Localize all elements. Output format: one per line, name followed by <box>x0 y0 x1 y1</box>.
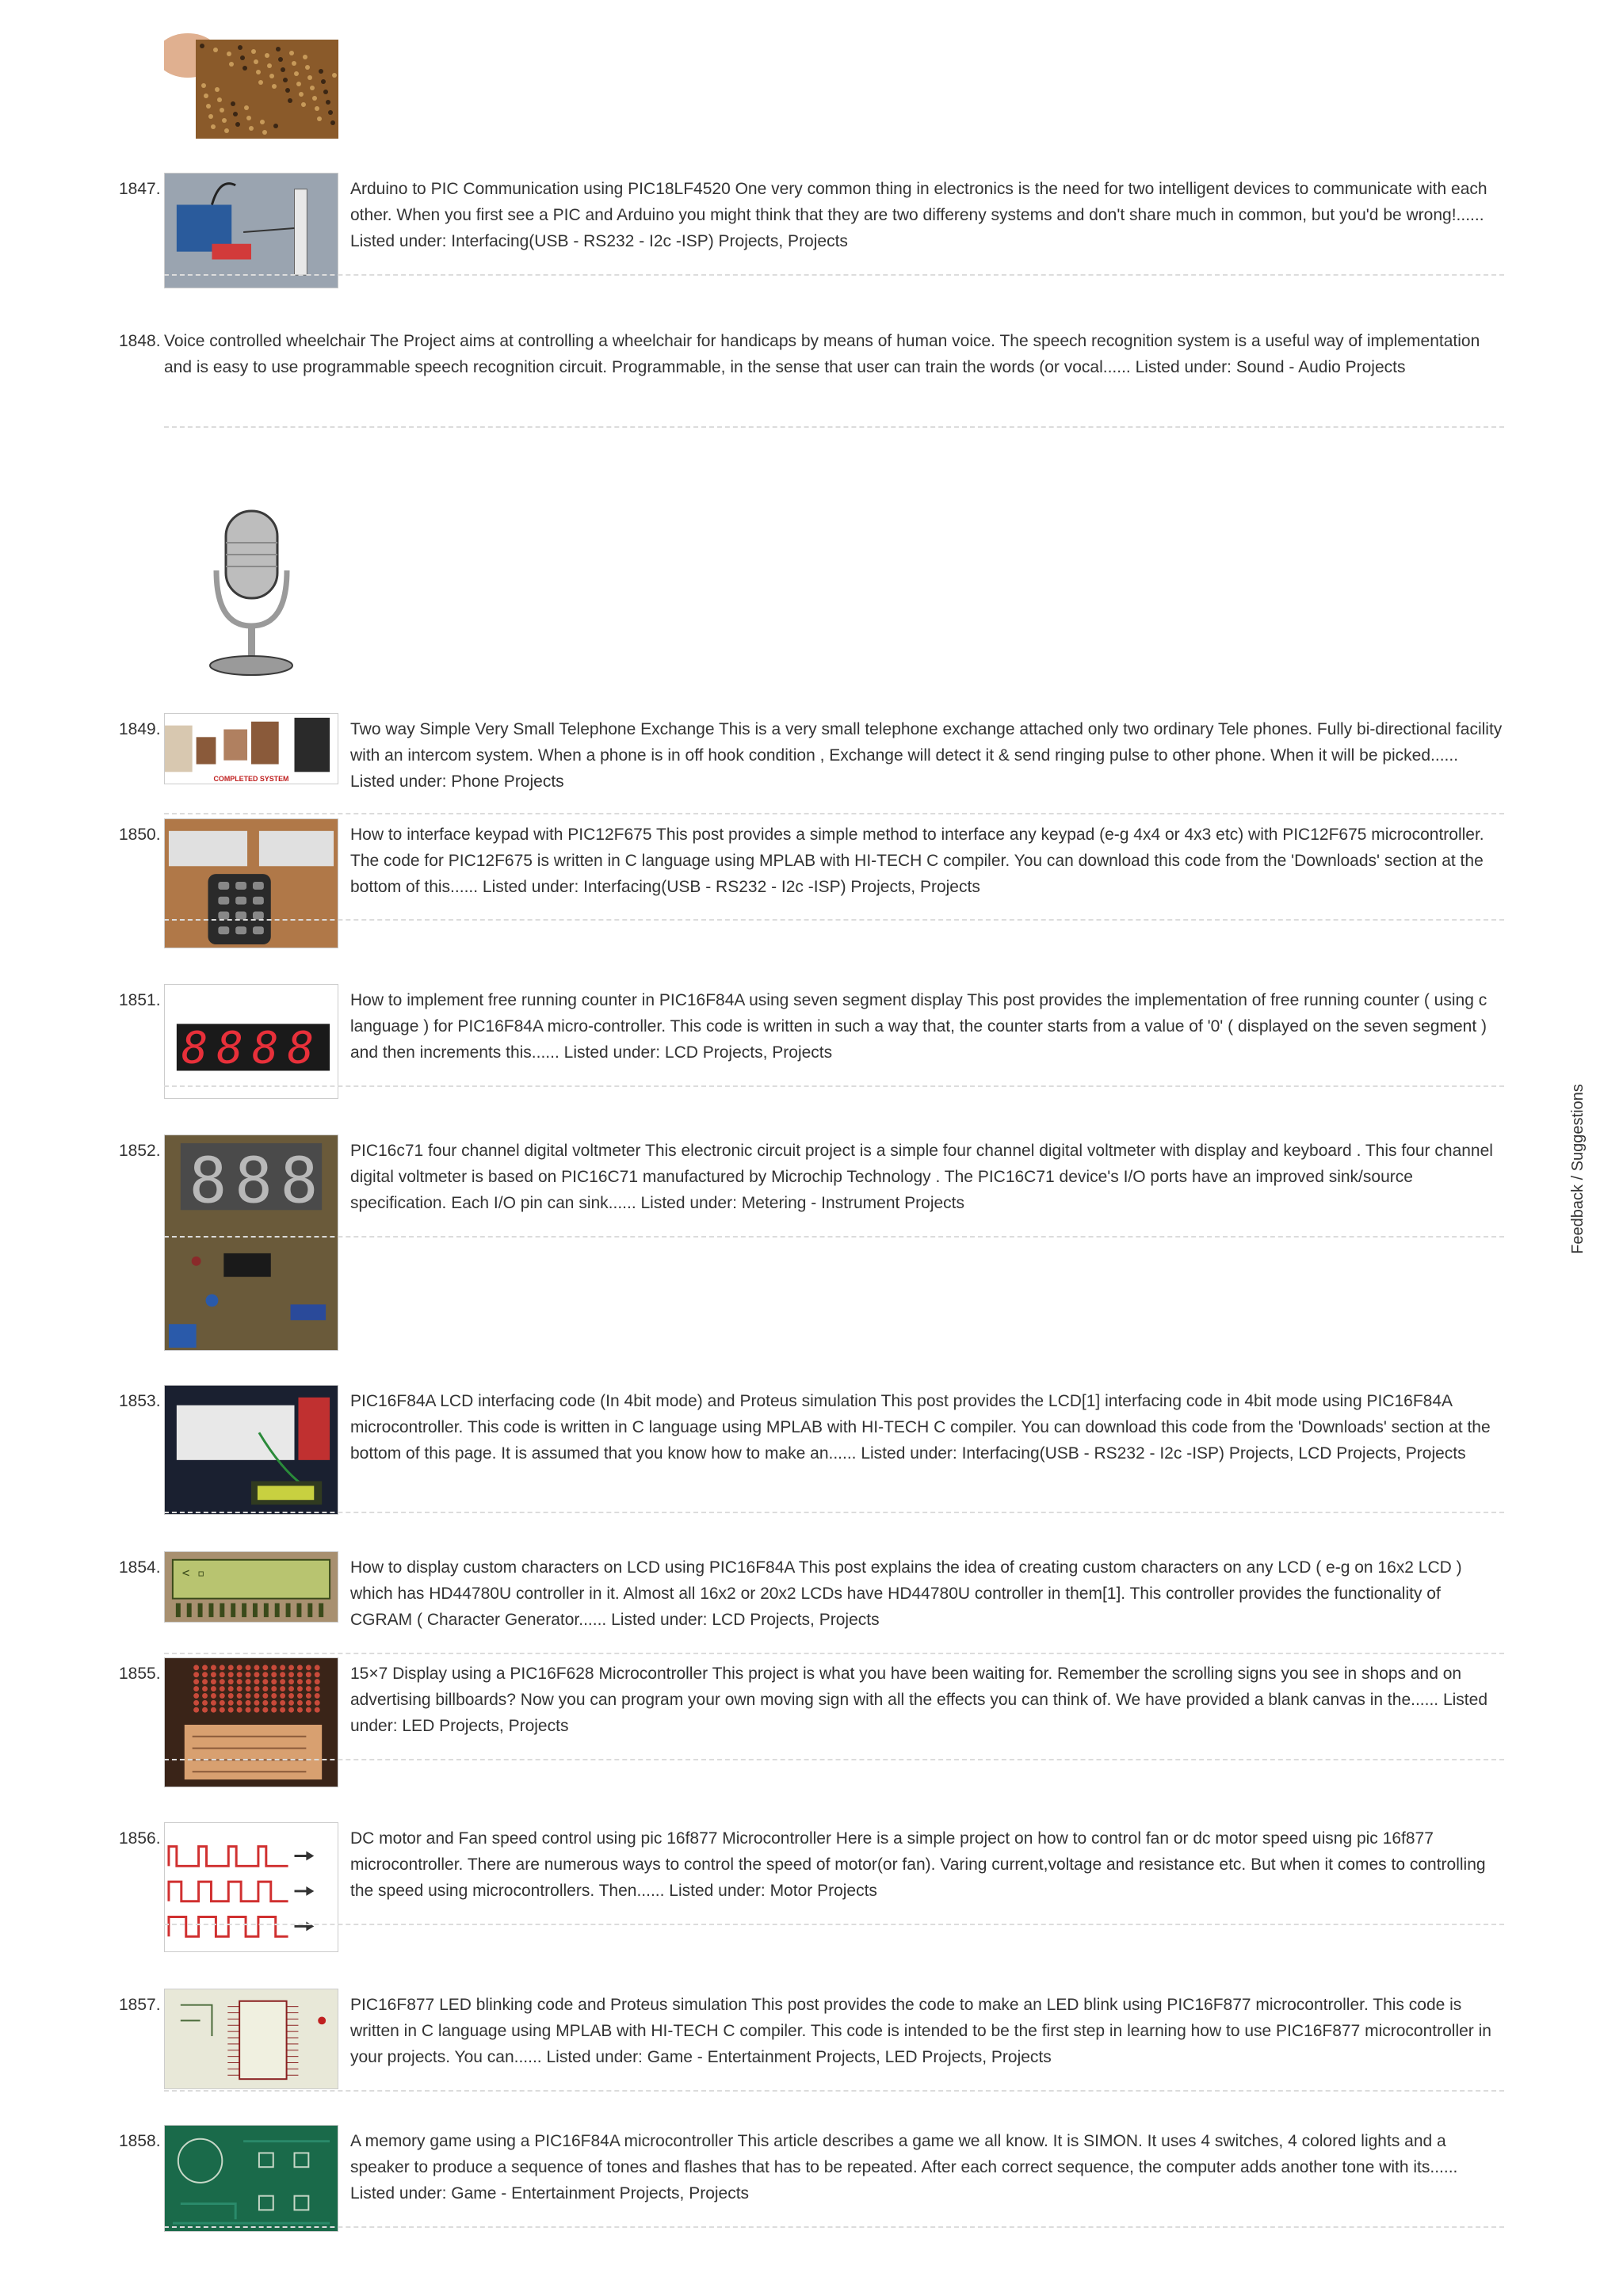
item-separator <box>164 1653 1504 1654</box>
proteus-schematic-thumbnail[interactable] <box>164 1989 338 2089</box>
microphone-thumbnail[interactable] <box>202 507 301 677</box>
item-link[interactable]: How to interface keypad with PIC12F675 This post provides a simple method to interface any keypad (e-g 4x4 or 4x3 etc) with PIC12F675 microcontroller. The code for PIC12F675 is written in C language using MPLAB with HI-TECH C compiler. You can download this code from the 'Downloads' section at the bottom of this...... Listed under: Interfacing(USB - RS232 - I2c -ISP) Projects, Projects <box>350 826 1484 896</box>
item-separator <box>164 1512 1504 1513</box>
item-link[interactable]: Two way Simple Very Small Telephone Exchange This is a very small telephone exchange attached only two ordinary Tele phones. Fully bi-directional facility with an intercom system. When a phone is in off hook condition , Exchange will detect it & send ringing pulse to other phone. When it will be picked...... Listed under: Phone Projects <box>350 720 1503 791</box>
pcb-green-thumbnail[interactable] <box>164 2125 338 2232</box>
svg-text:8: 8 <box>280 1143 319 1218</box>
svg-text:8: 8 <box>216 1023 243 1074</box>
item-separator <box>164 1924 1504 1925</box>
svg-text:8: 8 <box>252 1023 279 1074</box>
item-link[interactable]: Arduino to PIC Communication using PIC18LF4520 One very common thing in electronics is the need for two intelligent devices to communicate with each other. When you first see a PIC and Arduino you might think that they are two differeny systems and don't share much in common, but you'd be wrong!...... Listed under: Interfacing(USB - RS232 - I2c -ISP) Projects, Projects <box>350 180 1487 250</box>
item-separator <box>164 2226 1504 2228</box>
item-number: 1857. <box>119 1996 161 2014</box>
keypad-breadboard-thumbnail[interactable] <box>164 818 338 948</box>
item-link[interactable]: How to implement free running counter in PIC16F84A using seven segment display This post provides the implementation of free running counter ( using c language ) for PIC16F84A micro-controller. This code is written in such a way that, the counter starts from a value of '0' ( displayed on the seven segment ) and then increments this...... Listed under: LCD Projects, Projects <box>350 991 1487 1062</box>
item-separator <box>164 1085 1504 1087</box>
feedback-tab[interactable] <box>1565 1077 1591 1260</box>
led-matrix-board-thumbnail[interactable] <box>164 1657 338 1787</box>
item-link[interactable]: DC motor and Fan speed control using pic 16f877 Microcontroller Here is a simple project on how to control fan or dc motor speed uisng pic 16f877 microcontroller. There are numerous ways to control the speed of motor(or fan). Varing current,voltage and resistance etc. But when it comes to controlling the speed using microcontrollers. Then...... Listed under: Motor Projects <box>350 1829 1486 1900</box>
item-link[interactable]: PIC16F877 LED blinking code and Proteus simulation This post provides the code to make an LED blink using PIC16F877 microcontroller. This code is written in C language using MPLAB with HI-TECH C compiler. This code is intended to be the first step in learning how to use PIC16F877 microcontroller in your projects. You can...... Listed under: Game - Entertainment Projects, LED Projects, Projects <box>350 1996 1491 2066</box>
item-number: 1853. <box>119 1392 161 1410</box>
telephone-exchange-thumbnail[interactable] <box>164 713 338 784</box>
item-separator <box>164 274 1504 276</box>
item-separator <box>164 1759 1504 1760</box>
feedback-label: Feedback / Suggestions <box>1568 1083 1587 1254</box>
item-number: 1849. <box>119 720 161 738</box>
svg-text:COMPLETED SYSTEM: COMPLETED SYSTEM <box>213 775 289 784</box>
voltmeter-board-thumbnail[interactable] <box>164 1135 338 1351</box>
item-link[interactable]: A memory game using a PIC16F84A microcontroller This article describes a game we all know. It is SIMON. It uses 4 switches, 4 colored lights and a speaker to produce a sequence of tones and flashes that has to be repeated. After each correct sequence, the computer adds another tone with its...... Listed under: Game - Entertainment Projects, Projects <box>350 2132 1458 2203</box>
item-number: 1856. <box>119 1829 161 1848</box>
item-number: 1854. <box>119 1558 161 1577</box>
lcd-breadboard-thumbnail[interactable] <box>164 1385 338 1515</box>
item-number: 1858. <box>119 2132 161 2150</box>
item-number: 1851. <box>119 991 161 1009</box>
item-link[interactable]: PIC16F84A LCD interfacing code (In 4bit mode) and Proteus simulation This post provides the LCD[1] interfacing code in 4bit mode using PIC16F84A microcontroller. This code is written in C language using MPLAB with HI-TECH C compiler. You can download this code from the 'Downloads' section at the bottom of this page. It is assumed that you know how to make an...... Listed under: Interfacing(USB - RS232 - I2c -ISP) Projects, LCD Projects, Projects <box>350 1392 1491 1463</box>
pwm-waveform-thumbnail[interactable] <box>164 1822 338 1952</box>
item-separator <box>164 813 1504 814</box>
svg-text:8: 8 <box>287 1023 315 1074</box>
svg-text:8: 8 <box>235 1143 273 1218</box>
circuit-board-hand-thumbnail[interactable] <box>164 24 338 139</box>
item-link[interactable]: How to display custom characters on LCD using PIC16F84A This post explains the idea of creating custom characters on any LCD ( e-g on 16x2 LCD ) which has HD44780U controller in it. Almost all 16x2 or 20x2 LCDs have HD44780U controller in them[1]. This controller provides the functionality of CGRAM ( Character Generator...... Listed under: LCD Projects, Projects <box>350 1558 1462 1629</box>
item-separator <box>164 426 1504 428</box>
item-link[interactable]: 15×7 Display using a PIC16F628 Microcontroller This project is what you have been waiting for. Remember the scrolling signs you see in shops and on advertising billboards? Now you can program your own moving sign with all the effects you can think of. We have provided a blank canvas in the...... Listed under: LED Projects, Projects <box>350 1665 1488 1735</box>
seven-segment-display-thumbnail[interactable] <box>164 984 338 1099</box>
item-separator <box>164 2090 1504 2092</box>
item-number: 1850. <box>119 826 161 844</box>
svg-text:8: 8 <box>189 1143 227 1218</box>
item-link[interactable]: PIC16c71 four channel digital voltmeter This electronic circuit project is a simple four channel digital voltmeter with display and keyboard . This four channel digital voltmeter is based on PIC16C71 manufactured by Microchip Technology . The PIC16C71 device's I/O ports have an improved sink/source specification. Each I/O pin can sink...... Listed under: Metering - Instrument Projects <box>350 1142 1493 1212</box>
item-link[interactable]: Voice controlled wheelchair The Project aims at controlling a wheelchair for handicaps by means of human voice. The speech recognition system is a useful way of implementation and is easy to use programmable speech recognition circuit. Programmable, in the sense that user can train the words (or vocal...... Listed under: Sound - Audio Projects <box>164 332 1480 376</box>
item-number: 1848. <box>119 332 161 350</box>
item-separator <box>164 1236 1504 1238</box>
item-number: 1852. <box>119 1142 161 1160</box>
item-number: 1855. <box>119 1665 161 1683</box>
svg-text:< ▫: < ▫ <box>181 1565 205 1581</box>
item-number: 1847. <box>119 180 161 198</box>
arduino-pic-thumbnail[interactable] <box>164 173 338 288</box>
svg-text:8: 8 <box>181 1023 208 1074</box>
lcd-custom-characters-thumbnail[interactable] <box>164 1551 338 1623</box>
item-separator <box>164 919 1504 921</box>
